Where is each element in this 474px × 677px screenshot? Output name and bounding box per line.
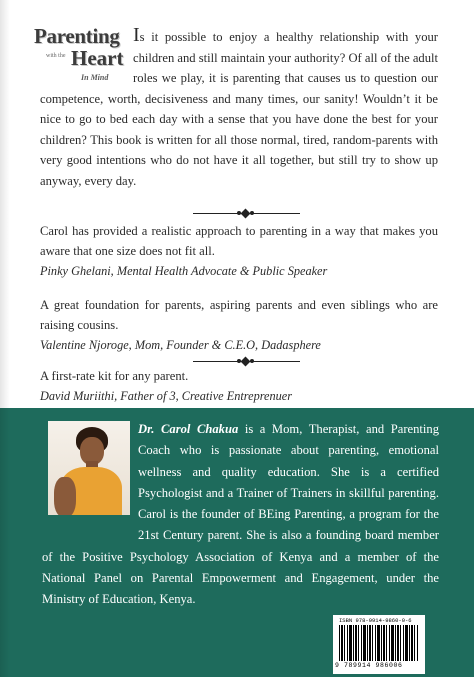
testimonial-text: A great foundation for parents, aspiring parents and even siblings who are raising cousins. (40, 298, 438, 332)
isbn-label: ISBN 978-9914-9860-0-6 (339, 617, 412, 624)
isbn-barcode (333, 615, 425, 674)
testimonial-attribution: Pinky Ghelani, Mental Health Advocate & Public Speaker (40, 264, 328, 278)
intro-text: s it possible to enjoy a healthy relationship with your children and still maintain your authority? Of all of the adult roles we play, it is parenting that causes us to question our competence, worth, decisiveness and many times, our sanity! Wouldn’t it be nice to go to bed each day with a sense that you have done the best for your children? This book is written for all those normal, tired, random-parents with very good intentions who do not have it all together, but still try to show up anyway, every day. (40, 30, 438, 188)
logo-title-line1: Parenting (34, 24, 120, 48)
author-bio-text: is a Mom, Therapist, and Parenting Coach who is passionate about parenting, emotional wellness and quality education. She is a certified Psychologist and a Trainer of Trainers in skillful parenting. Carol is the founder of BEing Parenting, a program for the 21st Century parent. She is also a founding board member of the Positive Psychology Association of Kenya and a member of the National Panel on Parental Empowerment and Engagement, under the Ministry of Education, Kenya. (42, 422, 439, 607)
testimonial-attribution: David Muriithi, Father of 3, Creative Entreprenuer (40, 389, 293, 403)
testimonial-text: A first-rate kit for any parent. (40, 369, 189, 383)
ornament-divider (193, 357, 300, 365)
testimonial-text: Carol has provided a realistic approach to parenting in a way that makes you aware that one size does not fit all. (40, 224, 438, 258)
barcode-number: 9 789914 986006 (335, 662, 403, 669)
testimonial-attribution: Valentine Njoroge, Mom, Founder & C.E.O, Dadasphere (40, 338, 321, 352)
drop-cap: I (133, 24, 140, 46)
testimonial-3 (40, 366, 438, 406)
logo-subtitle: In Mind (81, 73, 109, 82)
intro-paragraph (40, 26, 438, 191)
barcode-bars (339, 625, 419, 661)
logo-title-line2: Heart (71, 46, 124, 70)
author-name: Dr. Carol Chakua (138, 422, 239, 436)
testimonial-2 (40, 295, 438, 355)
logo-connector: with the (46, 53, 66, 59)
author-section (0, 408, 474, 677)
author-bio (42, 419, 439, 611)
ornament-divider (193, 209, 300, 217)
testimonial-1 (40, 221, 438, 281)
